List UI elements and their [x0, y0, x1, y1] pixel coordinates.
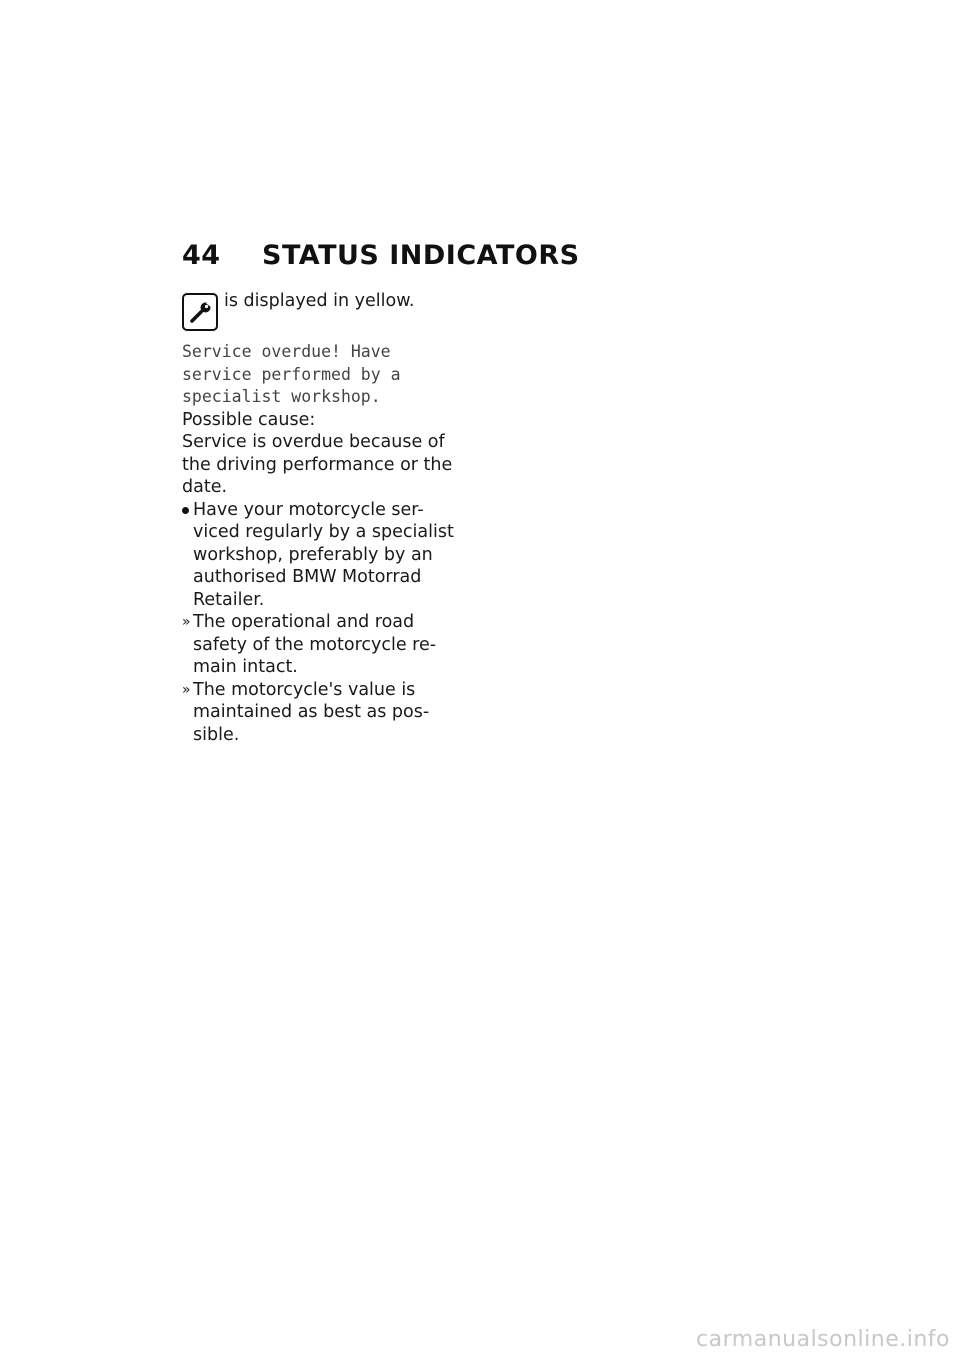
section-title: STATUS INDICATORS: [262, 240, 580, 271]
cause-line: the driving performance or the: [182, 454, 453, 475]
result-item: [182, 611, 457, 679]
cause-line: Service is overdue because of: [182, 432, 445, 452]
result-marker: »: [182, 614, 191, 630]
page-content: [182, 290, 457, 746]
action-text: [193, 499, 457, 612]
action-line: Have your motorcycle ser-: [193, 499, 424, 520]
result-text: [193, 679, 457, 747]
instruction-list: [182, 499, 457, 747]
watermark: carmanualsonline.info: [696, 1327, 950, 1352]
result-line: sible.: [193, 724, 240, 745]
result-line: The motorcycle's value is: [193, 679, 416, 700]
display-message-line: service performed by a: [182, 364, 401, 384]
display-message: [182, 341, 457, 409]
display-message-line: specialist workshop.: [182, 387, 381, 406]
wrench-icon: [182, 293, 218, 331]
indicator-line: [182, 290, 457, 331]
result-text: [193, 611, 457, 679]
result-marker: »: [182, 681, 191, 698]
page-header: [182, 240, 580, 271]
action-line: workshop, preferably by an: [193, 544, 433, 565]
action-line: Retailer.: [193, 589, 265, 610]
page-number: 44: [182, 240, 221, 271]
result-item: [182, 679, 457, 747]
action-item: [182, 499, 457, 612]
action-line: viced regularly by a specialist: [193, 522, 454, 542]
result-line: The operational and road: [193, 612, 415, 632]
result-line: main intact.: [193, 657, 298, 677]
action-line: authorised BMW Motorrad: [193, 567, 422, 587]
indicator-description: is displayed in yellow.: [224, 291, 415, 311]
result-line: maintained as best as pos-: [193, 702, 430, 722]
possible-cause-label: Possible cause:: [182, 409, 316, 430]
bullet-icon: [182, 499, 193, 514]
possible-cause-text: [182, 431, 457, 499]
result-line: safety of the motorcycle re-: [193, 634, 437, 655]
cause-line: date.: [182, 477, 228, 497]
display-message-line: Service overdue! Have: [182, 342, 391, 361]
